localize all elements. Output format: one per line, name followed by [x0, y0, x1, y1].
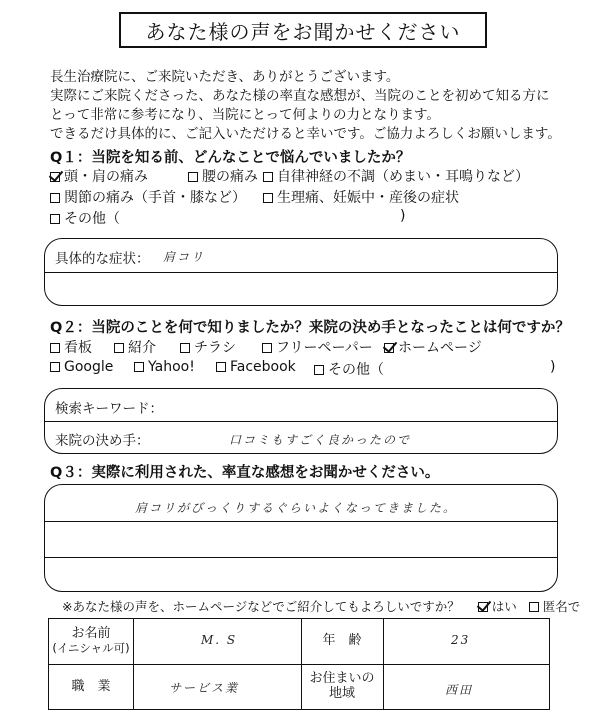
- checkbox-icon[interactable]: [134, 362, 144, 372]
- intro-line: 長生治療院に、ご来院いただき、ありがとうございます。: [50, 69, 400, 85]
- job-value: サービス業: [169, 681, 240, 695]
- divider: [383, 619, 384, 709]
- q1-option-head-shoulder[interactable]: 頭・肩の痛み: [50, 166, 148, 186]
- q2-option-homepage[interactable]: ホームページ: [384, 337, 482, 357]
- q2-option-referral[interactable]: 紹介: [114, 337, 156, 357]
- q2-option-signboard[interactable]: 看板: [50, 337, 92, 357]
- job-label: 職 業: [71, 679, 111, 694]
- checkbox-icon[interactable]: [262, 343, 272, 353]
- checkbox-icon[interactable]: [50, 343, 60, 353]
- checkbox-checked-icon[interactable]: [384, 343, 394, 353]
- area-label: お住まいの 地域: [309, 671, 375, 701]
- area-value: 西田: [445, 683, 474, 697]
- page-title-text: あなた様の声をお聞かせください: [145, 19, 461, 44]
- q1-other-close: ): [400, 208, 406, 224]
- symptom-label: 具体的な症状：: [55, 251, 150, 267]
- q3-heading: Q３：実際に利用された、率直な感想をお聞かせください。: [50, 465, 440, 481]
- q3-answer: 肩コリがびっくりするぐらいよくなってきました。: [135, 501, 458, 515]
- checkbox-icon[interactable]: [180, 343, 190, 353]
- name-label: お名前 (イニシャル可): [52, 626, 130, 655]
- checkbox-icon[interactable]: [188, 172, 198, 182]
- divider: [45, 421, 557, 422]
- q3-answer-box[interactable]: [44, 484, 558, 592]
- checkbox-checked-icon[interactable]: [478, 602, 488, 612]
- page-title: [119, 12, 487, 48]
- symptom-answer: 肩コリ: [163, 250, 206, 264]
- consent-row: [62, 597, 580, 615]
- checkbox-icon[interactable]: [216, 362, 226, 372]
- q2-option-other[interactable]: その他（: [314, 359, 384, 379]
- reason-label: 来院の決め手：: [55, 433, 150, 449]
- checkbox-icon[interactable]: [50, 214, 60, 224]
- q1-option-autonomic[interactable]: 自律神経の不調（めまい・耳鳴りなど）: [263, 166, 529, 186]
- q2-other-close: ): [550, 359, 556, 375]
- q1-option-lower-back[interactable]: 腰の痛み: [188, 166, 258, 186]
- respondent-info-table: [48, 618, 550, 710]
- q1-heading: Q１：当院を知る前、どんなことで悩んでいましたか？: [50, 150, 411, 166]
- intro-line: とって非常に参考になり、当院にとって何よりの力となります。: [50, 107, 440, 123]
- consent-anonymous-option[interactable]: 匿名で: [529, 599, 581, 614]
- intro-text: [50, 68, 561, 144]
- q1-option-other[interactable]: その他（: [50, 208, 120, 228]
- checkbox-icon[interactable]: [314, 365, 324, 375]
- q2-option-flyer[interactable]: チラシ: [180, 337, 236, 357]
- checkbox-icon[interactable]: [114, 343, 124, 353]
- keyword-label: 検索キーワード：: [55, 401, 163, 417]
- q1-options: [50, 166, 590, 226]
- divider: [45, 272, 557, 273]
- intro-line: できるだけ具体的に、ご記入いただけると幸いです。ご協力よろしくお願いします。: [50, 126, 561, 142]
- age-label: 年 齢: [322, 633, 362, 648]
- reason-answer: 口コミもすごく良かったので: [229, 433, 412, 447]
- q2-option-facebook[interactable]: Facebook: [216, 359, 296, 375]
- divider: [49, 664, 549, 665]
- q2-options: [50, 337, 590, 381]
- divider: [45, 557, 557, 558]
- q2-heading: Q２：当院のことを何で知りましたか？来院の決め手となったことは何ですか？: [50, 320, 570, 336]
- q2-option-yahoo[interactable]: Yahoo!: [134, 359, 195, 375]
- q2-option-free-paper[interactable]: フリーペーパー: [262, 337, 373, 357]
- q1-option-menstrual[interactable]: 生理痛、妊娠中・産後の症状: [263, 187, 459, 207]
- checkbox-icon[interactable]: [50, 362, 60, 372]
- intro-line: 実際にご来院くださった、あなた様の率直な感想が、当院のことを初めて知る方に: [50, 88, 550, 104]
- age-value: 23: [451, 633, 471, 647]
- consent-question: ※あなた様の声を、ホームページなどでご紹介してもよろしいですか？: [62, 599, 460, 614]
- checkbox-icon[interactable]: [263, 193, 273, 203]
- q2-option-google[interactable]: Google: [50, 359, 113, 375]
- checkbox-icon[interactable]: [263, 172, 273, 182]
- q1-option-joint[interactable]: 関節の痛み（手首・膝など）: [50, 187, 246, 207]
- consent-yes-option[interactable]: はい: [478, 599, 517, 614]
- checkbox-checked-icon[interactable]: [50, 172, 60, 182]
- divider: [133, 619, 134, 709]
- divider: [45, 521, 557, 522]
- q1-symptom-box[interactable]: [44, 238, 558, 306]
- checkbox-icon[interactable]: [529, 602, 539, 612]
- checkbox-icon[interactable]: [50, 193, 60, 203]
- q2-detail-box[interactable]: [44, 388, 558, 454]
- name-value: M. S: [201, 633, 238, 647]
